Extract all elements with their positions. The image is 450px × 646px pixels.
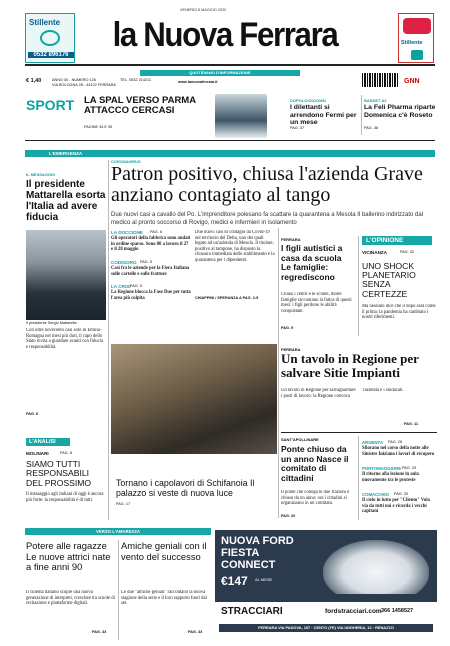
ad-address: FERRARA VIA PADOVA, 197 · CENTO (FE) VIA UNGHERIA, 12 · RENAZZO xyxy=(219,624,433,632)
ad-phone: 366 1458527 xyxy=(381,608,414,614)
president-photo xyxy=(26,230,106,320)
sport-story3-ref: PAG. 38 xyxy=(364,126,379,130)
sport-player-photo xyxy=(215,94,267,138)
masthead-title[interactable]: la Nuova Ferrara xyxy=(112,16,338,54)
sport-story3-headline[interactable]: La Feli Pharma riparte Domenica c'è Roseto xyxy=(364,104,436,119)
impianti-text: Un tavolo in Regione per salvaguardare i posti di lavoro: la Regione convoca l'azienda e i sindacati. xyxy=(281,388,404,399)
emergency-deck: Due nuovi casi a cavallo del Po. L'imprenditore polesano fa scattare la quarantena a Mesola Il ballerino indirizzato dal medico al pronto soccorso di Rovigo, medici e infermieri in isolamento xyxy=(111,212,423,226)
sport-story2-ref: PAG. 37 xyxy=(290,126,305,130)
date-line: VENERDÌ 8 MAGGIO 2020 xyxy=(180,8,227,12)
box1-ref: PAG. 6 xyxy=(150,230,162,234)
sport-story2-headline[interactable]: I dilettanti si arrendono Fermi per un mese xyxy=(290,104,357,126)
opinione-label: L'OPINIONE xyxy=(362,236,432,245)
analisi-headline[interactable]: SIAMO TUTTI RESPONSABILI DEL PROSSIMO xyxy=(26,459,92,488)
analisi-author: MOLINARI xyxy=(26,451,49,456)
box3-ref: PAG. 5 xyxy=(130,284,142,288)
sport-section-label: SPORT xyxy=(26,97,75,113)
ad-dealer: STRACCIARI xyxy=(221,606,283,617)
ad-headline: NUOVA FORD FIESTA CONNECT xyxy=(221,535,294,571)
brief3-label: COMACCHIO xyxy=(362,492,389,497)
left-ad-phone: 0532 896176 xyxy=(28,52,74,58)
opinione-headline[interactable]: UNO SHOCK PLANETARIO SENZA CERTEZZE xyxy=(362,261,416,299)
emergency-col-text: Due nuovi casi di contagio da Covid-19 nel territorio del Delta, uno dei quali legato ad un'azienda di Mesola. Il titolare, positivo al tampone, ha disposto la chiusura immediata dello stabilimento e la quarantena per i dipendenti. xyxy=(195,230,275,263)
box2-label: CODIGORO xyxy=(111,260,137,265)
bottom-story1-headline[interactable]: Potere alle ragazze Le nuove attrici nate a fine anni 90 xyxy=(26,540,111,573)
brief3-text[interactable]: Il cielo in lutto per "Cilento" Vola via da tutti noi e ricorda i vecchi capitani xyxy=(362,498,430,515)
bottom-story1-text: Il cinema italiano scopre una nuova generazione di interpreti, cresciute tra scuole di recitazione e piattaforme digitali. xyxy=(26,590,115,607)
right-ad-flower-icon xyxy=(403,18,431,34)
bottom-band: VERSO L'AMAREZZA xyxy=(25,528,211,535)
ford-advert[interactable] xyxy=(215,530,437,640)
president-text: Con oltre novecento casi solo in Emilia-Romagna nei mesi più duri, il capo dello Stato invita a guardare avanti con fiducia e responsabilità. xyxy=(26,328,104,350)
phone-line: TEL. 0532 214211 xyxy=(120,78,151,82)
brief2-ref: PAG. 29 xyxy=(402,466,417,470)
gallery-photo xyxy=(111,344,277,454)
santapolline-kicker: SANT'APOLLINARE xyxy=(281,437,319,442)
car-image xyxy=(323,540,429,594)
autistici-text: Chiusi i centri e le scuole, molte famiglie raccontano la fatica di questi mesi: i figli perdono le abilità conquistate. xyxy=(281,292,352,314)
price: € 1,40 xyxy=(26,78,42,84)
emergency-band: L'EMERGENZA xyxy=(25,150,435,157)
bottom-story1-ref: PAG. 33 xyxy=(92,630,107,634)
emergency-kicker: CORONAVIRUS xyxy=(111,159,141,164)
brief1-text[interactable]: Sfiorano nel corso della notte alle Sinistre Iniziano i lavori di recupero xyxy=(362,446,435,457)
sport-story3-kicker: BASKET A2 xyxy=(364,98,387,103)
bottom-story2-headline[interactable]: Amiche geniali con il vento del successo xyxy=(121,540,207,562)
brief1-label: ARGENTA xyxy=(362,440,383,445)
bottom-story2-text: Le due "amiche geniali" raccontano la nuova stagione della serie e il loro rapporto fuori dal set. xyxy=(121,590,207,607)
autistici-headline[interactable]: I figli autistici a casa da scuola Le famiglie: regrediscono xyxy=(281,243,343,282)
ad-price-note: AL MESE xyxy=(255,577,273,582)
left-ad-brand: Stillente xyxy=(29,18,61,27)
right-ad-seal-icon xyxy=(411,50,423,60)
sport-page-ref: PAGINE 34 E 35 xyxy=(84,125,113,129)
president-caption: Il presidente Sergio Mattarella xyxy=(26,321,77,325)
emergency-headline[interactable]: Patron positivo, chiusa l'azienda Grave anziano contagiato al tango xyxy=(111,163,423,206)
analisi-label: L'ANALISI xyxy=(26,438,70,446)
ad-dealer-site: fordstracciari.com xyxy=(325,608,382,615)
president-ref: PAG. 6 xyxy=(26,412,39,416)
analisi-text: Il messaggio agli italiani di oggi è ancora più forte: la responsabilità è di tutti. xyxy=(26,492,104,503)
gnn-badge: GNN xyxy=(404,78,420,85)
barcode-icon xyxy=(362,73,398,87)
brief1-ref: PAG. 28 xyxy=(388,440,403,444)
box3-label: LA CRISI xyxy=(111,284,131,289)
impianti-headline[interactable]: Un tavolo in Regione per salvare Sitie Impianti xyxy=(281,351,419,380)
opinione-text: Ma nessuno dice che il dopo sarà come il prima: la pandemia ha cambiato i nostri riferimenti. xyxy=(362,304,436,321)
tagline: QUOTIDIANO D'INFORMAZIONE xyxy=(140,70,300,76)
brief3-ref: PAG. 30 xyxy=(394,492,409,496)
santapolline-text: Il ponte che collega le due frazioni è chiuso da un anno: ora i cittadini si organizzano in un comitato. xyxy=(281,490,350,507)
right-ad-box[interactable] xyxy=(398,13,434,63)
brief2-label: PORTOMAGGIORE xyxy=(362,466,402,471)
santapolline-headline[interactable]: Ponte chiuso da un anno Nasce il comitato di cittadini xyxy=(281,444,349,483)
left-ad-ring-icon xyxy=(40,30,60,46)
autistici-ref: PAG. 9 xyxy=(281,326,294,330)
president-headline[interactable]: Il presidente Mattarella esorta l'Italia ad avere fiducia xyxy=(26,179,106,223)
box2-text[interactable]: Casi fra le aziende per la Fiera Italiana sulle cartelle e sulle fratture xyxy=(111,266,190,277)
right-ad-brand: Stillente xyxy=(401,40,423,46)
box1-label: LA DOCCIONE xyxy=(111,230,143,235)
opinione-ref: PAG. 32 xyxy=(400,250,415,254)
emergency-col-ref: CHIAPPINI / SPERANZA A PAG. 2-5 xyxy=(195,296,259,300)
ad-price: €147 xyxy=(221,574,248,588)
gallery-headline[interactable]: Tornano i capolavori di Schifanoia Il palazzo si veste di nuova luce xyxy=(116,478,255,498)
brief2-text[interactable]: Il ritorno alla lezione in aula nuovamente tra le proteste xyxy=(362,472,419,483)
president-kicker: IL MESSAGGIO xyxy=(26,172,56,177)
santapolline-ref: PAG. 20 xyxy=(281,514,296,518)
impianti-ref: PAG. 11 xyxy=(404,422,419,426)
address-line: VIA BOLOGNA 28 - 44122 FERRARA xyxy=(52,83,116,87)
sport-headline[interactable]: LA SPAL VERSO PARMA ATTACCO CERCASI xyxy=(84,95,196,116)
box2-ref: PAG. 5 xyxy=(140,260,152,264)
sport-story2-kicker: DOPOLOCKDOWN xyxy=(290,98,326,103)
bottom-story2-ref: PAG. 33 xyxy=(188,630,203,634)
box1-text[interactable]: Gli operatori della fabbrica sono andati in ordine sparso. Sono 80 a lavoro il 27 e il 28 maggio xyxy=(111,236,191,253)
box3-text[interactable]: La Regione blocca la Fase Due per tutta l'area più colpita xyxy=(111,290,191,301)
autistici-kicker: FERRARA xyxy=(281,237,301,242)
left-ad-box[interactable] xyxy=(25,13,75,63)
website[interactable]: www.lanuovaferrara.it xyxy=(178,80,218,84)
gallery-ref: PAG. 17 xyxy=(116,502,131,506)
edition-line: ANNO 30 - NUMERO 126 xyxy=(52,78,96,82)
impianti-kicker: FERRARA xyxy=(281,347,301,352)
analisi-ref: PAG. 8 xyxy=(60,451,72,455)
opinione-author: VICINANZA xyxy=(362,250,388,255)
